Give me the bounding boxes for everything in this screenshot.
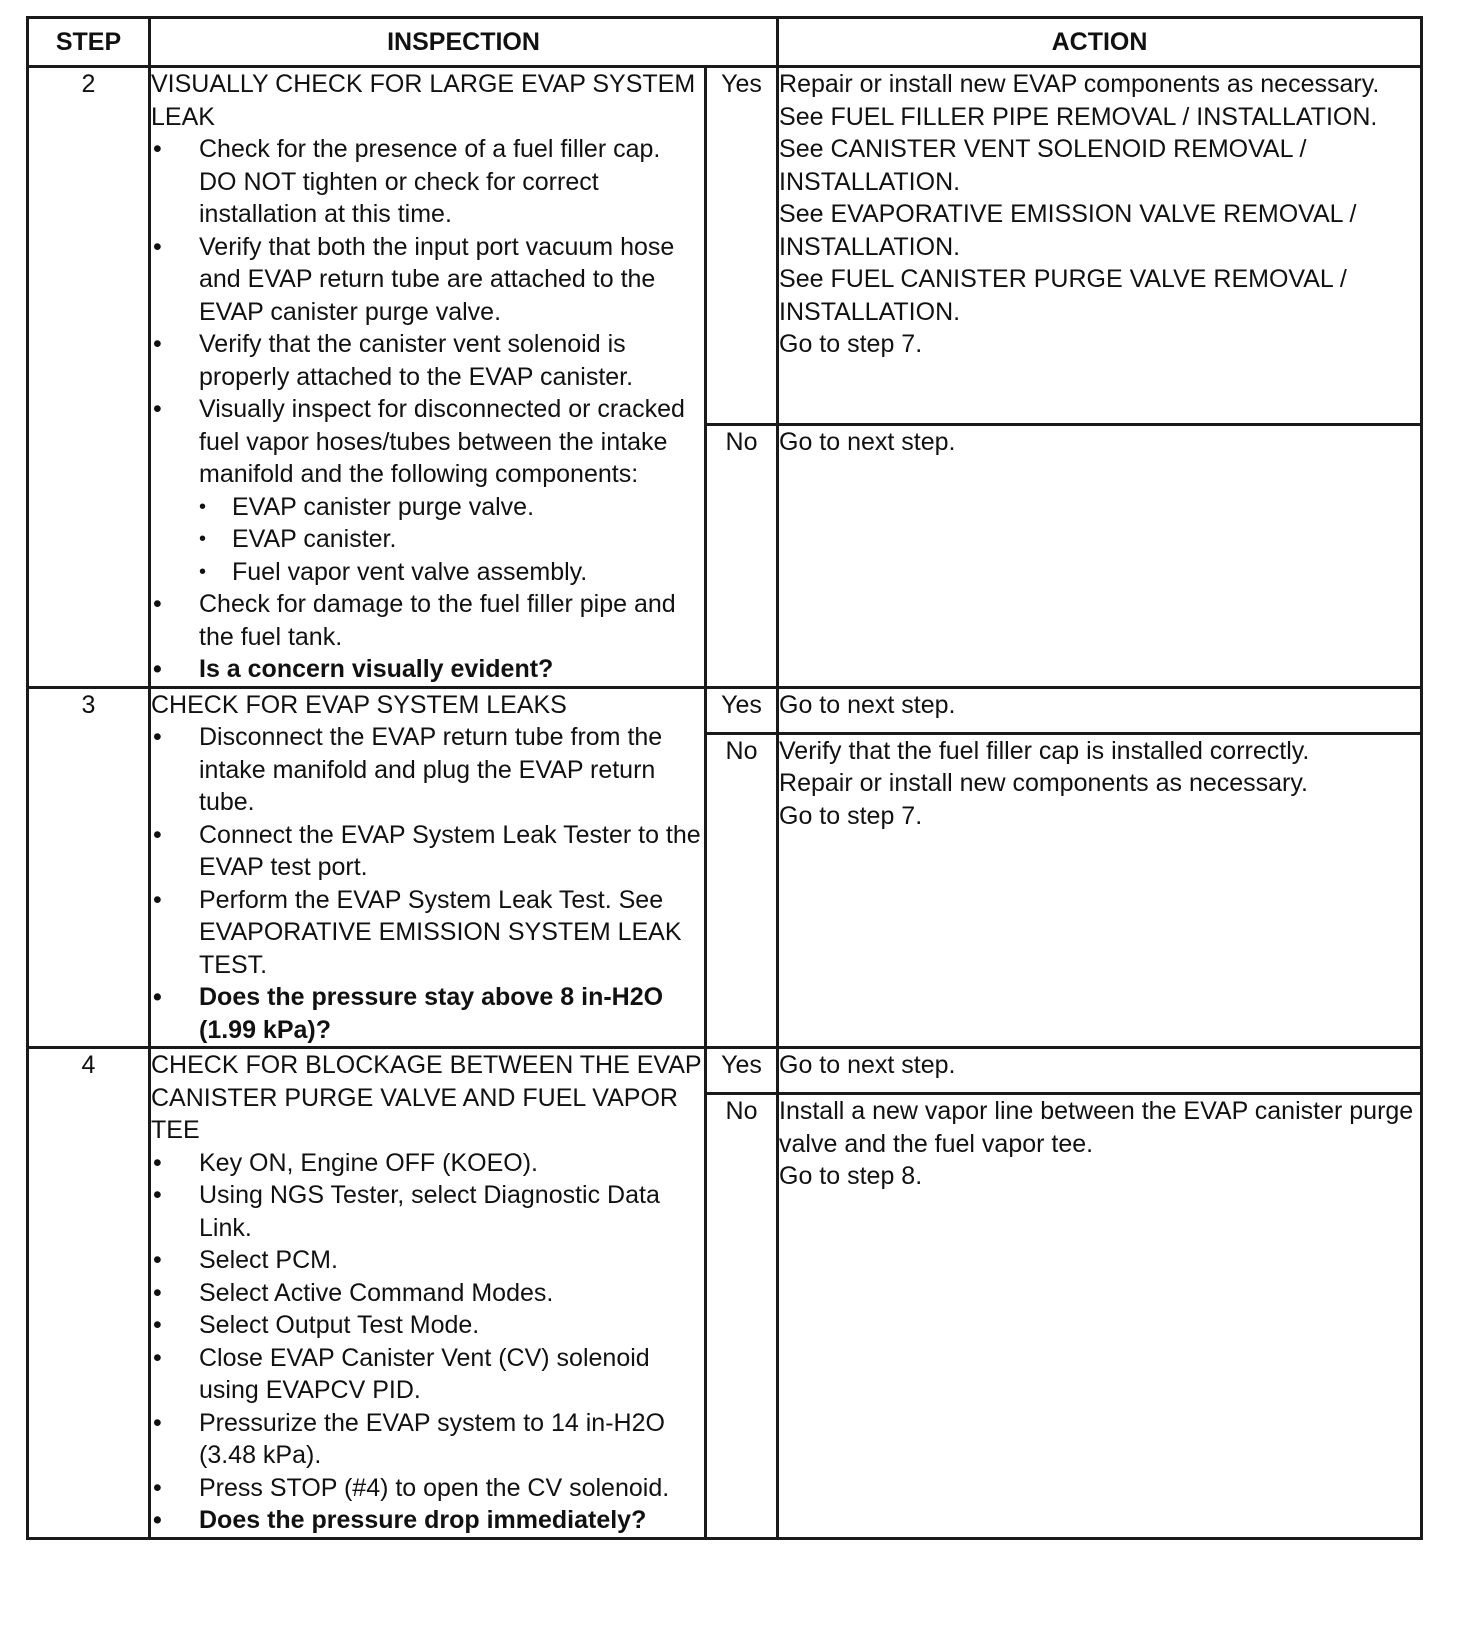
action-line: See FUEL FILLER PIPE REMOVAL / INSTALLATION. (779, 102, 1378, 131)
inspection-bullets (151, 133, 704, 686)
action-line: See FUEL CANISTER PURGE VALVE REMOVAL / INSTALLATION. (779, 265, 1347, 326)
bullet-item: • Select PCM. (151, 1244, 704, 1277)
sub-bullet-item: • Fuel vapor vent valve assembly. (199, 556, 704, 589)
action-line: See CANISTER VENT SOLENOID REMOVAL / INSTALLATION. (779, 135, 1307, 196)
header-row (28, 18, 1422, 67)
bullet-item: • Disconnect the EVAP return tube from the intake manifold and plug the EVAP return tube. (151, 721, 704, 819)
no-action (778, 1094, 1422, 1539)
sub-bullets (199, 491, 704, 589)
inspection-title: CHECK FOR EVAP SYSTEM LEAKS (151, 690, 567, 719)
no-label: No (706, 425, 778, 688)
question-bullet: • Does the pressure stay above 8 in-H2O (1.99 kPa)? (151, 981, 704, 1046)
bullet-item: • Verify that the canister vent solenoid is properly attached to the EVAP canister. (151, 328, 704, 393)
action-line: Go to next step. (779, 690, 956, 719)
action-line: See EVAPORATIVE EMISSION VALVE REMOVAL / INSTALLATION. (779, 200, 1357, 261)
sub-bullet-item: • EVAP canister purge valve. (199, 491, 704, 524)
bullet-item: • Press STOP (#4) to open the CV solenoid. (151, 1472, 704, 1505)
action-line: Go to next step. (779, 1051, 956, 1079)
table-row (28, 1048, 1422, 1094)
yes-action (778, 67, 1422, 425)
step-number: 3 (28, 687, 150, 1048)
action-line: Go to step 8. (779, 1162, 923, 1190)
action-line: Go to step 7. (779, 330, 923, 358)
header-inspection: INSPECTION (150, 18, 778, 67)
inspection-bullets (151, 1147, 704, 1537)
step-number: 4 (28, 1048, 150, 1539)
bullet-item: • Check for damage to the fuel filler pipe and the fuel tank. (151, 588, 704, 653)
bullet-item: • Key ON, Engine OFF (KOEO). (151, 1147, 704, 1180)
bullet-item: • Using NGS Tester, select Diagnostic Data Link. (151, 1179, 704, 1244)
bullet-item: • Perform the EVAP System Leak Test. See EVAPORATIVE EMISSION SYSTEM LEAK TEST. (151, 884, 704, 982)
action-line: Go to step 7. (779, 801, 923, 830)
yes-label: Yes (706, 687, 778, 733)
step-number: 2 (28, 67, 150, 688)
inspection-title: VISUALLY CHECK FOR LARGE EVAP SYSTEM LEAK (151, 70, 696, 131)
action-line: Go to next step. (779, 428, 956, 456)
bullet-item: • Connect the EVAP System Leak Tester to the EVAP test port. (151, 819, 704, 884)
header-step: STEP (28, 18, 150, 67)
action-line: Verify that the fuel filler cap is installed correctly. (779, 736, 1310, 765)
inspection-bullets (151, 721, 704, 1046)
bullet-text: Visually inspect for disconnected or cracked fuel vapor hoses/tubes between the intake manifold and the following components: (199, 395, 685, 488)
question-bullet: • Is a concern visually evident? (151, 653, 704, 686)
table-row (28, 687, 1422, 733)
header-action: ACTION (778, 18, 1422, 67)
question-bullet: • Does the pressure drop immediately? (151, 1504, 704, 1537)
inspection-cell (150, 687, 706, 1048)
no-action (778, 733, 1422, 1048)
bullet-item: • Close EVAP Canister Vent (CV) solenoid using EVAPCV PID. (151, 1342, 704, 1407)
no-label: No (706, 733, 778, 1048)
no-action (778, 425, 1422, 688)
yes-action (778, 1048, 1422, 1094)
sub-bullet-item: • EVAP canister. (199, 523, 704, 556)
action-line: Install a new vapor line between the EVAP canister purge valve and the fuel vapor tee. (779, 1097, 1414, 1158)
no-label: No (706, 1094, 778, 1539)
bullet-item: • Check for the presence of a fuel filler cap. DO NOT tighten or check for correct installation at this time. (151, 133, 704, 231)
bullet-item (151, 393, 704, 588)
bullet-item: • Pressurize the EVAP system to 14 in-H2O (3.48 kPa). (151, 1407, 704, 1472)
diagnostic-table (26, 16, 1423, 1540)
bullet-item: • Verify that both the input port vacuum hose and EVAP return tube are attached to the EVAP canister purge valve. (151, 231, 704, 329)
inspection-cell (150, 1048, 706, 1539)
bullet-item: • Select Output Test Mode. (151, 1309, 704, 1342)
inspection-cell (150, 67, 706, 688)
yes-label: Yes (706, 67, 778, 425)
yes-action (778, 687, 1422, 733)
yes-label: Yes (706, 1048, 778, 1094)
bullet-item: • Select Active Command Modes. (151, 1277, 704, 1310)
action-line: Repair or install new EVAP components as necessary. (779, 70, 1380, 98)
inspection-title: CHECK FOR BLOCKAGE BETWEEN THE EVAP CANISTER PURGE VALVE AND FUEL VAPOR TEE (151, 1051, 702, 1144)
table-row (28, 67, 1422, 425)
action-line: Repair or install new components as necessary. (779, 769, 1308, 797)
